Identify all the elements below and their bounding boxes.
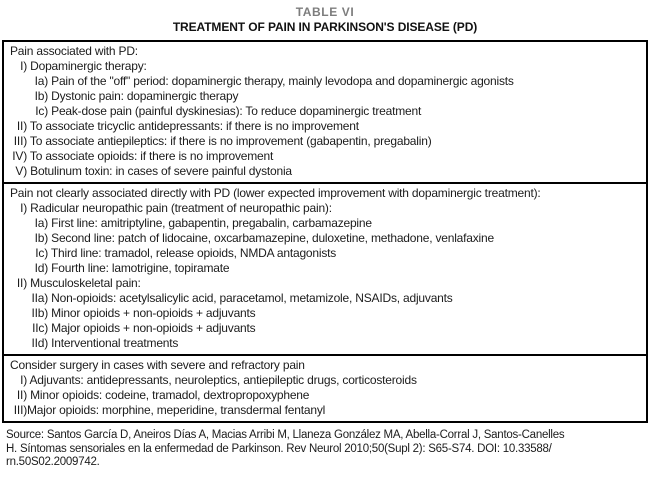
table-header bbox=[0, 0, 650, 35]
table-line bbox=[10, 231, 640, 246]
source-line: Source: Santos García D, Aneiros Días A, Macias Arribi M, Llaneza González MA, Abella-Corral J, Santos-Canelles bbox=[6, 429, 565, 441]
line-text: Pain associated with PD: bbox=[10, 44, 138, 58]
line-numeral: I) bbox=[20, 373, 27, 387]
line-text: Second line: patch of lidocaine, oxcarbamazepine, duloxetine, methadone, venlafaxine bbox=[48, 231, 494, 245]
line-text: Dopaminergic therapy: bbox=[27, 59, 147, 73]
table-line bbox=[10, 44, 640, 59]
line-text: Fourth line: lamotrigine, topiramate bbox=[48, 261, 230, 275]
table-line bbox=[10, 261, 640, 276]
line-text: Major opioids: morphine, meperidine, transdermal fentanyl bbox=[27, 403, 326, 417]
table-section-1 bbox=[4, 42, 646, 182]
line-numeral: V) bbox=[15, 164, 27, 178]
table-line bbox=[10, 336, 640, 351]
table-line bbox=[10, 388, 640, 403]
table-line bbox=[10, 149, 640, 164]
line-text: To associate tricyclic antidepressants: if there is no improvement bbox=[27, 119, 359, 133]
table-section-3 bbox=[4, 354, 646, 421]
table-line bbox=[10, 59, 640, 74]
line-text: Major opioids + non-opioids + adjuvants bbox=[48, 321, 256, 335]
table-section-2 bbox=[4, 182, 646, 354]
table-line bbox=[10, 74, 640, 89]
table-line bbox=[10, 246, 640, 261]
line-text: Adjuvants: antidepressants, neuroleptics, antiepileptic drugs, corticosteroids bbox=[27, 373, 417, 387]
line-numeral: II) bbox=[16, 388, 27, 402]
table-line bbox=[10, 291, 640, 306]
line-text: Pain of the "off" period: dopaminergic therapy, mainly levodopa and dopaminergic agonists bbox=[48, 74, 514, 88]
line-numeral: III) bbox=[13, 403, 27, 417]
line-numeral: Ic) bbox=[35, 104, 48, 118]
table-line bbox=[10, 134, 640, 149]
table-title: TREATMENT OF PAIN IN PARKINSON'S DISEASE (PD) bbox=[172, 20, 478, 34]
table-line bbox=[10, 403, 640, 418]
line-numeral: II) bbox=[16, 276, 27, 290]
line-numeral: I) bbox=[20, 59, 27, 73]
line-text: Non-opioids: acetylsalicylic acid, paracetamol, metamizole, NSAIDs, adjuvants bbox=[48, 291, 453, 305]
line-text: Consider surgery in cases with severe and refractory pain bbox=[10, 358, 305, 372]
table-line bbox=[10, 164, 640, 179]
table-line bbox=[10, 89, 640, 104]
source-line: H. Síntomas sensoriales en la enfermedad de Parkinson. Rev Neurol 2010;50(Supl 2): S65-S74. DOI: 10.33588/ bbox=[6, 442, 552, 455]
table-line bbox=[10, 119, 640, 134]
line-text: Peak-dose pain (painful dyskinesias): To reduce dopaminergic treatment bbox=[48, 104, 422, 118]
table-line bbox=[10, 321, 640, 336]
table-line bbox=[10, 373, 640, 388]
line-numeral: I) bbox=[20, 201, 27, 215]
line-numeral: Ib) bbox=[34, 231, 48, 245]
line-text: Pain not clearly associated directly with PD (lower expected improvement with dopaminergic treatment): bbox=[10, 186, 541, 200]
table-line bbox=[10, 358, 640, 373]
line-text: Minor opioids: codeine, tramadol, dextropropoxyphene bbox=[27, 388, 310, 402]
source-citation bbox=[6, 429, 646, 470]
line-text: Minor opioids + non-opioids + adjuvants bbox=[48, 306, 256, 320]
line-text: To associate antiepileptics: if there is no improvement (gabapentin, pregabalin) bbox=[27, 134, 432, 148]
line-numeral: Ib) bbox=[34, 89, 48, 103]
line-numeral: Ia) bbox=[34, 74, 48, 88]
line-text: Third line: tramadol, release opioids, NMDA antagonists bbox=[48, 246, 337, 260]
line-numeral: IIb) bbox=[31, 306, 48, 320]
line-numeral: III) bbox=[13, 134, 27, 148]
line-text: Musculoskeletal pain: bbox=[27, 276, 141, 290]
line-text: Dystonic pain: dopaminergic therapy bbox=[48, 89, 239, 103]
table-box bbox=[2, 40, 648, 423]
line-numeral: IIc) bbox=[32, 321, 48, 335]
line-text: First line: amitriptyline, gabapentin, pregabalin, carbamazepine bbox=[48, 216, 372, 230]
table-line bbox=[10, 216, 640, 231]
line-text: Botulinum toxin: in cases of severe painful dystonia bbox=[27, 164, 292, 178]
line-numeral: Ia) bbox=[34, 216, 48, 230]
line-text: Interventional treatments bbox=[48, 336, 179, 350]
line-numeral: IV) bbox=[12, 149, 27, 163]
table-line bbox=[10, 306, 640, 321]
line-numeral: IId) bbox=[31, 336, 48, 350]
line-numeral: Id) bbox=[34, 261, 48, 275]
line-numeral: II) bbox=[16, 119, 27, 133]
source-line: rn.50S02.2009742. bbox=[6, 456, 100, 468]
line-text: Radicular neuropathic pain (treatment of neuropathic pain): bbox=[27, 201, 332, 215]
line-numeral: Ic) bbox=[35, 246, 48, 260]
line-text: To associate opioids: if there is no improvement bbox=[27, 149, 274, 163]
table-line bbox=[10, 186, 640, 201]
table-line bbox=[10, 104, 640, 119]
table-number: TABLE VI bbox=[295, 5, 355, 19]
table-line bbox=[10, 201, 640, 216]
line-numeral: IIa) bbox=[31, 291, 48, 305]
table-line bbox=[10, 276, 640, 291]
